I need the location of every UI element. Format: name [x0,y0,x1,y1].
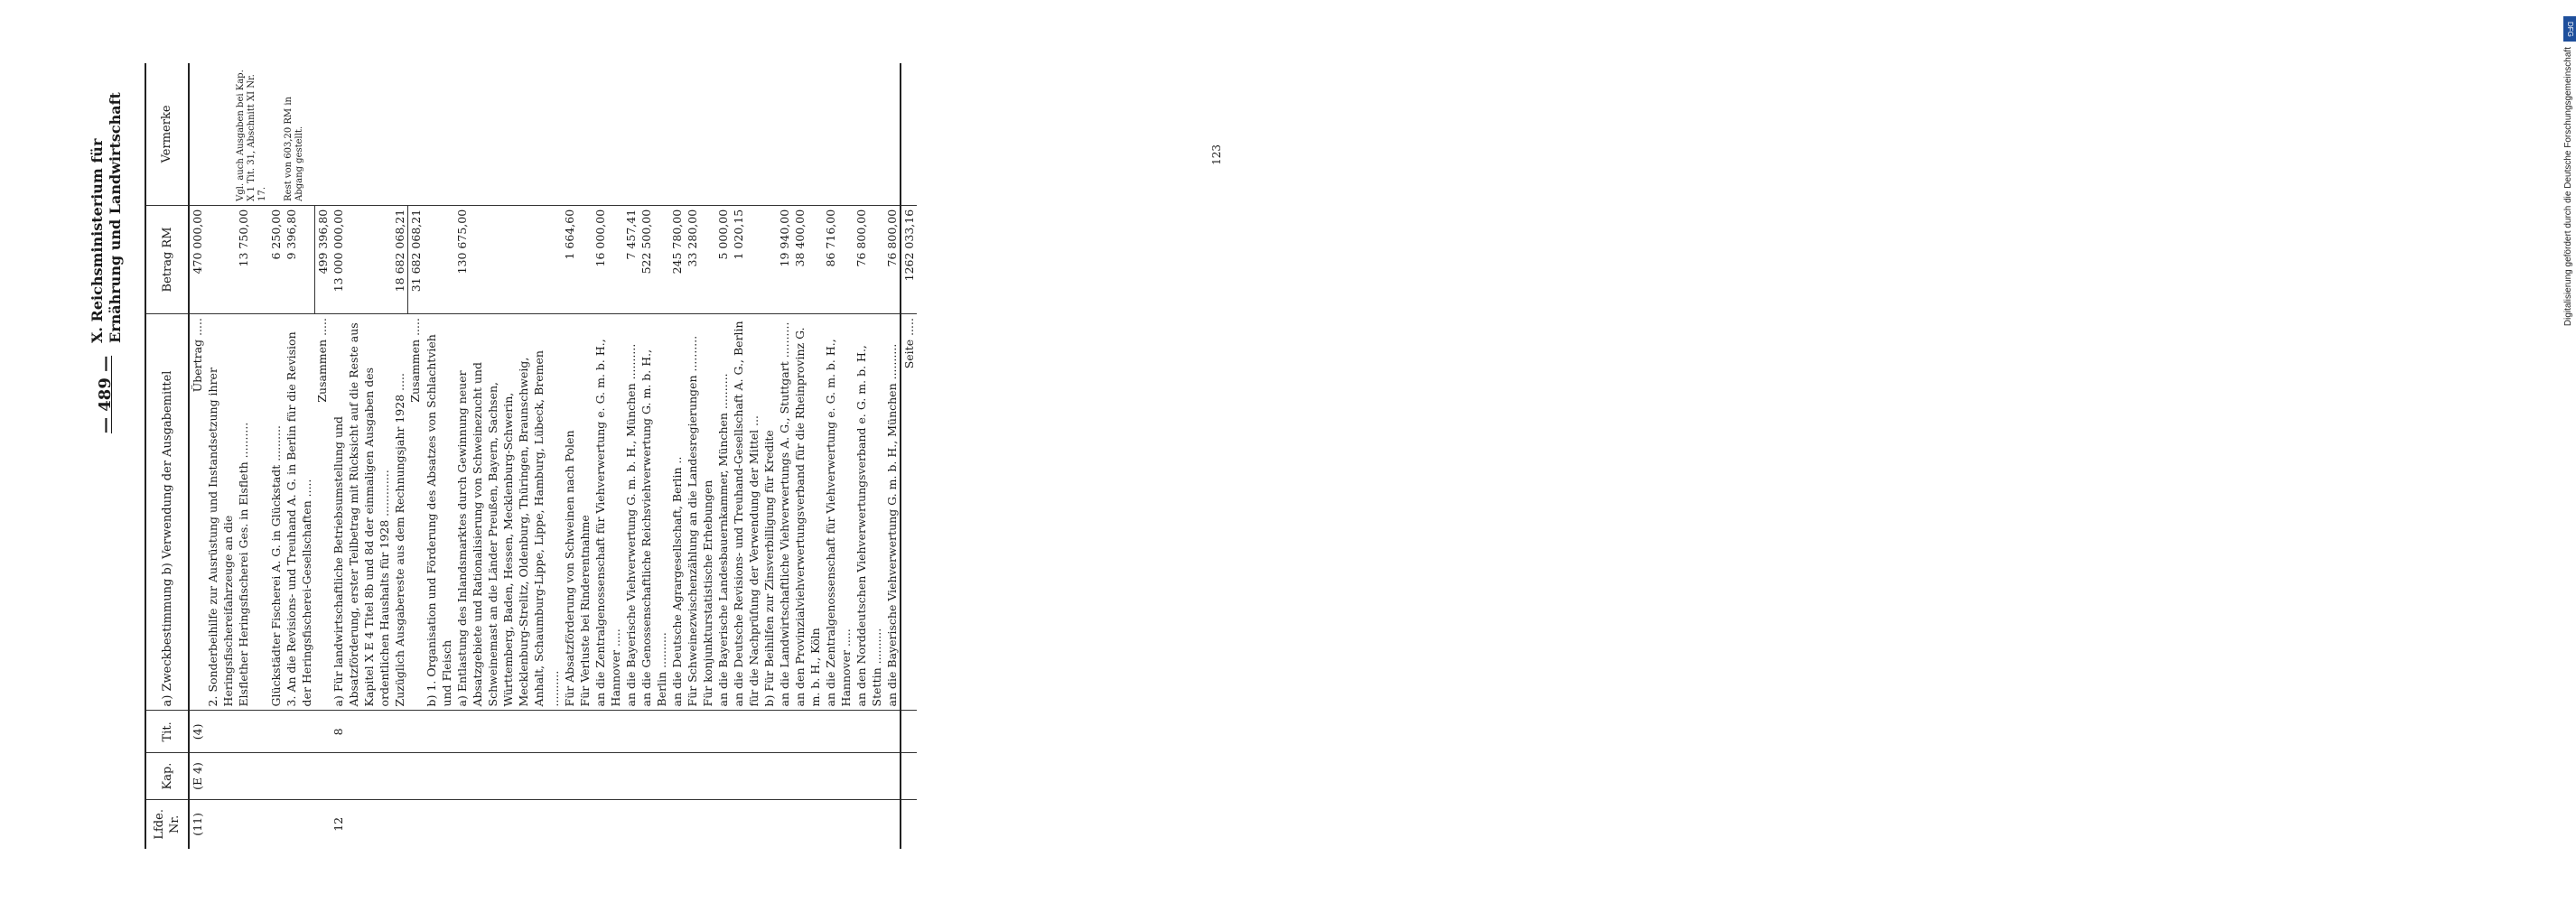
cell-text: Übertrag ..... [189,314,205,711]
section-title: X. Reichsministerium für Ernährung und Landwirtschaft [89,92,124,343]
cell-lfde: (11) [189,799,205,849]
cell-tit [314,711,331,753]
cell-tit [639,711,669,753]
cell-tit [715,711,731,753]
cell-lfde [205,799,236,849]
cell-note [205,63,236,205]
cell-text: an die Zentralgenossenschaft für Viehverwertung e. G. m. b. H., Hannover ..... [593,314,623,711]
footer-amount: 1262 033,16 [901,205,917,313]
cell-lfde [314,799,331,849]
cell-text: Zusammen ..... [407,314,424,711]
cell-amount: 470 000,00 [189,205,205,313]
cell-tit: (4) [189,711,205,753]
cell-text: 3. An die Revisions- und Treuhand A. G. in Berlin für die Revision der Heringsfischerei-Gesellschaften ..... [284,314,314,711]
table-row [577,63,593,849]
cell-note [577,63,593,205]
cell-kap [314,753,331,799]
col-betrag: Betrag RM [145,205,189,313]
cell-kap [731,753,761,799]
table-row [731,63,761,849]
cell-note [823,63,854,205]
cell-tit [623,711,639,753]
table-row [685,63,700,849]
cell-tit [424,711,454,753]
cell-tit [854,711,884,753]
cell-text: Für Verluste bei Rinderentnahme [577,314,593,711]
cell-lfde [593,799,623,849]
table-row [424,63,454,849]
cell-kap [284,753,314,799]
table-row [205,63,236,849]
col-tit: Tit. [145,711,189,753]
cell-kap [669,753,685,799]
cell-tit [761,711,777,753]
cell-kap [331,753,392,799]
cell-note [392,63,408,205]
cell-text: an die Genossenschaftliche Reichsviehverwertung G. m. b. H., Berlin .......... [639,314,669,711]
table-row [562,63,577,849]
cell-lfde [562,799,577,849]
cell-note [407,63,424,205]
cell-tit [593,711,623,753]
cell-text: an die Zentralgenossenschaft für Viehverwertung e. G. m. b. H., Hannover ..... [823,314,854,711]
cell-kap [761,753,777,799]
table-row [454,63,562,849]
cell-note: Vgl. auch Ausgaben bei Kap. X 1 Tit. 31, Abschnitt XI Nr. 17. [236,70,267,201]
cell-kap [236,753,268,799]
cell-tit [884,711,901,753]
cell-text: b) Für Beihilfen zur Zinsverbilligung für Kredite [761,314,777,711]
cell-lfde [577,799,593,849]
cell-amount [761,205,777,313]
cell-lfde [284,799,314,849]
budget-table [145,63,917,849]
cell-kap [792,753,823,799]
cell-amount: 7 457,41 [623,205,639,313]
cell-kap [884,753,901,799]
cell-note [884,63,901,205]
cell-amount [700,205,715,313]
cell-tit [669,711,685,753]
col-zweck: a) Zweckbestimmung b) Verwendung der Ausgabemittel [145,314,189,711]
cell-lfde [454,799,562,849]
cell-kap [593,753,623,799]
page-number: — 489 — [96,355,115,433]
cell-note [854,63,884,205]
table-header-row [145,63,189,849]
cell-amount [424,205,454,313]
cell-lfde [392,799,408,849]
cell-amount: 13 750,00 [236,205,268,313]
table-row [823,63,854,849]
cell-note [331,63,392,205]
cell-amount: 1 020,15 [731,205,761,313]
cell-amount: 19 940,00 [777,205,792,313]
cell-note [669,63,685,205]
cell-amount: 16 000,00 [593,205,623,313]
table-row [284,63,314,849]
cell-lfde [854,799,884,849]
cell-tit [205,711,236,753]
cell-kap [823,753,854,799]
cell-text: Für Schweinezwischenzählung an die Landesregierungen .......... [685,314,700,711]
rotated-page [72,63,1201,849]
cell-kap [623,753,639,799]
cell-note [715,63,731,205]
cell-amount: 38 400,00 [792,205,823,313]
cell-note [792,63,823,205]
table-row [268,63,284,849]
cell-text: b) 1. Organisation und Förderung des Absatzes von Schlachtvieh und Fleisch [424,314,454,711]
footer-label: Seite ..... [901,314,917,711]
cell-tit: 8 [331,711,392,753]
col-lfde: Lfde. Nr. [145,799,189,849]
cell-amount: 76 800,00 [884,205,901,313]
cell-amount: 13 000 000,00 [331,205,392,313]
table-row [761,63,777,849]
cell-note [685,63,700,205]
cell-lfde [424,799,454,849]
table-row [314,63,331,849]
cell-kap [700,753,715,799]
cell-lfde [268,799,284,849]
cell-amount: 76 800,00 [854,205,884,313]
cell-text: Für konjunkturstatistische Erhebungen [700,314,715,711]
cell-kap [639,753,669,799]
cell-amount: 86 716,00 [823,205,854,313]
cell-amount: 6 250,00 [268,205,284,313]
cell-tit [236,711,268,753]
table-row [854,63,884,849]
cell-amount: 1 664,60 [562,205,577,313]
col-vermerke: Vermerke [145,63,189,205]
cell-text: a) Entlastung des Inlandsmarktes durch Gewinnung neuer Absatzgebiete und Rationalisierung von Schweinezucht und Schweinemast an die Länder Preußen, Bayern, Sachsen, Württemberg, Baden, Hessen, Mecklenburg-Schwerin, Mecklenburg-Strelitz, Oldenburg, Thüringen, Braunschweig, Anhalt, Schaumburg-Lippe, Lippe, Hamburg, Lübeck, Bremen .......... [454,314,562,711]
cell-lfde [715,799,731,849]
cell-lfde [761,799,777,849]
page-marker: 123 [1210,144,1223,165]
cell-tit [792,711,823,753]
cell-lfde [639,799,669,849]
cell-kap [268,753,284,799]
cell-text: Zusammen ..... [314,314,331,711]
table-row [593,63,623,849]
table-body [189,63,901,849]
cell-kap [777,753,792,799]
cell-tit [392,711,408,753]
cell-note [731,63,761,205]
cell-kap [205,753,236,799]
cell-kap [685,753,700,799]
cell-text: an die Bayerische Viehverwertung G. m. b. H., München .......... [623,314,639,711]
cell-kap: (E 4) [189,753,205,799]
cell-text: 2. Sonderbeihilfe zur Ausrüstung und Instandsetzung ihrer Heringsfischereifahrzeuge an die [205,314,236,711]
cell-note [700,63,715,205]
cell-lfde [731,799,761,849]
cell-amount: 130 675,00 [454,205,562,313]
cell-amount: 18 682 068,21 [392,205,408,313]
cell-note [189,63,205,205]
cell-kap [454,753,562,799]
cell-lfde [792,799,823,849]
cell-note [623,63,639,205]
cell-note [454,63,562,205]
cell-lfde [407,799,424,849]
cell-tit [284,711,314,753]
cell-text: an die Bayerische Viehverwertung G. m. b. H., München .......... [884,314,901,711]
table-row [189,63,205,849]
cell-tit [731,711,761,753]
cell-note [639,63,669,205]
table-row [331,63,392,849]
digitization-sidebar [1281,9,2574,352]
cell-amount: 499 396,80 [314,205,331,313]
cell-text: a) Für landwirtschaftliche Betriebsumstellung und Absatzförderung, erster Teilbetrag mit Rücksicht auf die Reste aus Kapitel X E 4 Titel 8b und 8d der einmaligen Ausgaben des ordentlichen Haushalts für 1928 ............. [331,314,392,711]
table-row [792,63,823,849]
cell-amount: 33 280,00 [685,205,700,313]
cell-text: Glückstädter Fischerei A. G. in Glückstadt .......... [268,314,284,711]
cell-text: an die Bayerische Landesbauernkammer, München .......... [715,314,731,711]
cell-lfde [236,799,268,849]
digitization-notice: Digitalisierung gefördert durch die Deutsche Forschungsgemeinschaft [2563,47,2573,327]
cell-note [777,63,792,205]
cell-amount: 9 396,80 [284,205,314,313]
table-row [639,63,669,849]
cell-lfde: 12 [331,799,392,849]
dfg-logo: DFG [2563,16,2576,42]
cell-lfde [777,799,792,849]
cell-tit [777,711,792,753]
cell-lfde [623,799,639,849]
cell-lfde [669,799,685,849]
table-row [884,63,901,849]
table-row [623,63,639,849]
cell-tit [268,711,284,753]
cell-lfde [685,799,700,849]
cell-kap [424,753,454,799]
cell-text: an die Deutsche Revisions- und Treuhand-Gesellschaft A. G., Berlin für die Nachprüfung der Verwendung der Mittel ... [731,314,761,711]
cell-amount: 522 500,00 [639,205,669,313]
table-row [715,63,731,849]
cell-amount: 31 682 068,21 [407,205,424,313]
cell-kap [407,753,424,799]
table-row [407,63,424,849]
cell-text: an die Landwirtschaftliche Viehverwertungs A. G., Stuttgart .......... [777,314,792,711]
cell-text: an die Deutsche Agrargesellschaft, Berlin .. [669,314,685,711]
cell-text: an den Norddeutschen Viehverwertungsverband e. G. m. b. H., Stettin .......... [854,314,884,711]
col-kap: Kap. [145,753,189,799]
cell-tit [823,711,854,753]
cell-text: Elsflether Heringsfischerei Ges. in Elsfleth .......... [236,314,268,711]
page-header [72,63,135,849]
cell-note [424,63,454,205]
cell-lfde [823,799,854,849]
table-row [777,63,792,849]
table-footer-row [901,63,917,849]
cell-amount [205,205,236,313]
cell-kap [715,753,731,799]
cell-lfde [884,799,901,849]
table-row [669,63,685,849]
cell-amount: 5 000,00 [715,205,731,313]
cell-note: Rest von 603,20 RM in Abgang gestellt. [284,97,304,201]
cell-tit [407,711,424,753]
cell-amount: 245 780,00 [669,205,685,313]
table-row [392,63,408,849]
cell-kap [392,753,408,799]
cell-text: Für Absatzförderung von Schweinen nach Polen [562,314,577,711]
cell-tit [562,711,577,753]
cell-kap [854,753,884,799]
cell-kap [577,753,593,799]
cell-lfde [700,799,715,849]
table-row [236,63,268,849]
cell-note [314,63,331,205]
cell-note [268,63,284,205]
table-row [700,63,715,849]
cell-note [593,63,623,205]
cell-tit [454,711,562,753]
cell-tit [577,711,593,753]
cell-tit [700,711,715,753]
cell-note [562,63,577,205]
cell-kap [562,753,577,799]
cell-note [761,63,777,205]
cell-tit [685,711,700,753]
cell-text: an den Provinzialviehverwertungsverband für die Rheinprovinz G. m. b. H., Köln [792,314,823,711]
cell-amount [577,205,593,313]
cell-text: Zuzüglich Ausgabereste aus dem Rechnungsjahr 1928 ..... [392,314,408,711]
